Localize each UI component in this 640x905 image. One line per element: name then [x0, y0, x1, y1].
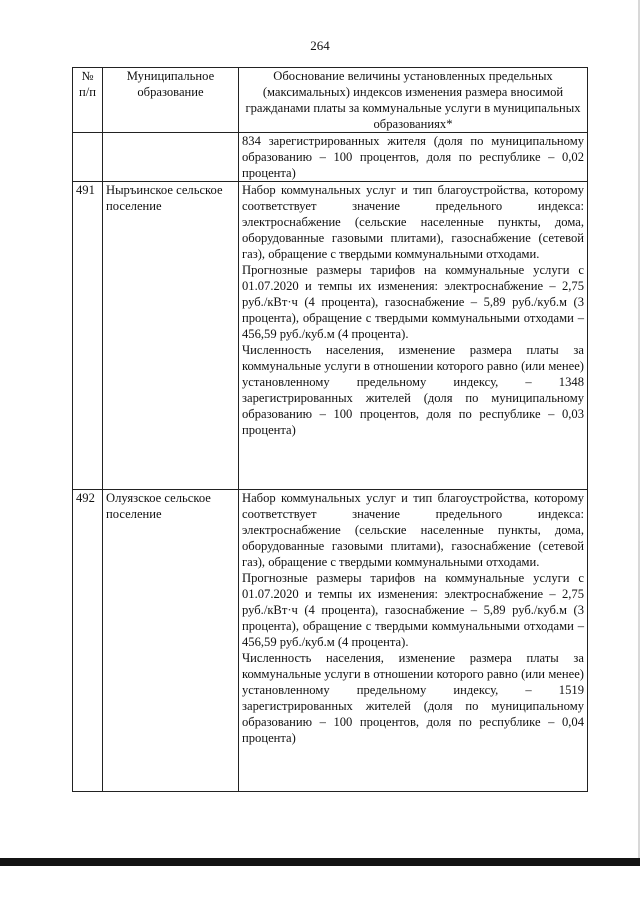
header-number: № п/п: [73, 68, 103, 133]
table-row-continuation: [73, 133, 588, 182]
row-justification: [239, 490, 588, 792]
justification-paragraph: Численность населения, изменение размера платы за коммунальные услуги в отношении которого равно (или менее) установленному предельному индексу, – 1348 зарегистрированных жителей (доля по муниципальному образованию – 100 процентов, доля по республике – 0,03 процента): [242, 343, 584, 437]
justification-paragraph: Прогнозные размеры тарифов на коммунальные услуги с 01.07.2020 и темпы их изменения: электроснабжение – 2,75 руб./кВт·ч (4 процента), газоснабжение – 5,89 руб./куб.м (3 процента), обращение с твердыми коммунальными отходами – 456,59 руб./куб.м (4 процента).: [242, 263, 584, 341]
row-municipality: Олуязское сельское поселение: [103, 490, 239, 792]
tariff-index-table: [72, 67, 588, 792]
justification-paragraph: Прогнозные размеры тарифов на коммунальные услуги с 01.07.2020 и темпы их изменения: электроснабжение – 2,75 руб./кВт·ч (4 процента), газоснабжение – 5,89 руб./куб.м (3 процента), обращение с твердыми коммунальными отходами – 456,59 руб./куб.м (4 процента).: [242, 571, 584, 649]
scan-bottom-bar: [0, 858, 640, 866]
justification-paragraph: Набор коммунальных услуг и тип благоустройства, которому соответствует значение предельного индекса: электроснабжение (сельские населенные пункты, дома, оборудованные газовыми плитами), газоснабжение (сетевой газ), обращение с твердыми коммунальными отходами.: [242, 183, 584, 261]
table-row: [73, 490, 588, 792]
row-justification: [239, 182, 588, 490]
table-row: [73, 182, 588, 490]
page-number: 264: [310, 38, 330, 53]
row-municipality: [103, 133, 239, 182]
header-justification: Обоснование величины установленных предельных (максимальных) индексов изменения размера вносимой гражданами платы за коммунальные услуги в муниципальных образованиях*: [239, 68, 588, 133]
row-number: 492: [73, 490, 103, 792]
row-municipality: Ныръинское сельское поселение: [103, 182, 239, 490]
justification-paragraph: 834 зарегистрированных жителя (доля по муниципальному образованию – 100 процентов, доля по республике – 0,02 процента): [242, 134, 584, 180]
row-number: 491: [73, 182, 103, 490]
justification-paragraph: Численность населения, изменение размера платы за коммунальные услуги в отношении которого равно (или менее) установленному предельному индексу, – 1519 зарегистрированных жителей (доля по муниципальному образованию – 100 процентов, доля по республике – 0,04 процента): [242, 651, 584, 745]
justification-paragraph: Набор коммунальных услуг и тип благоустройства, которому соответствует значение предельного индекса: электроснабжение (сельские населенные пункты, дома, оборудованные газовыми плитами), газоснабжение (сетевой газ), обращение с твердыми коммунальными отходами.: [242, 491, 584, 569]
row-number: [73, 133, 103, 182]
table-header-row: [73, 68, 588, 133]
row-justification: [239, 133, 588, 182]
header-municipality: Муниципальное образование: [103, 68, 239, 133]
